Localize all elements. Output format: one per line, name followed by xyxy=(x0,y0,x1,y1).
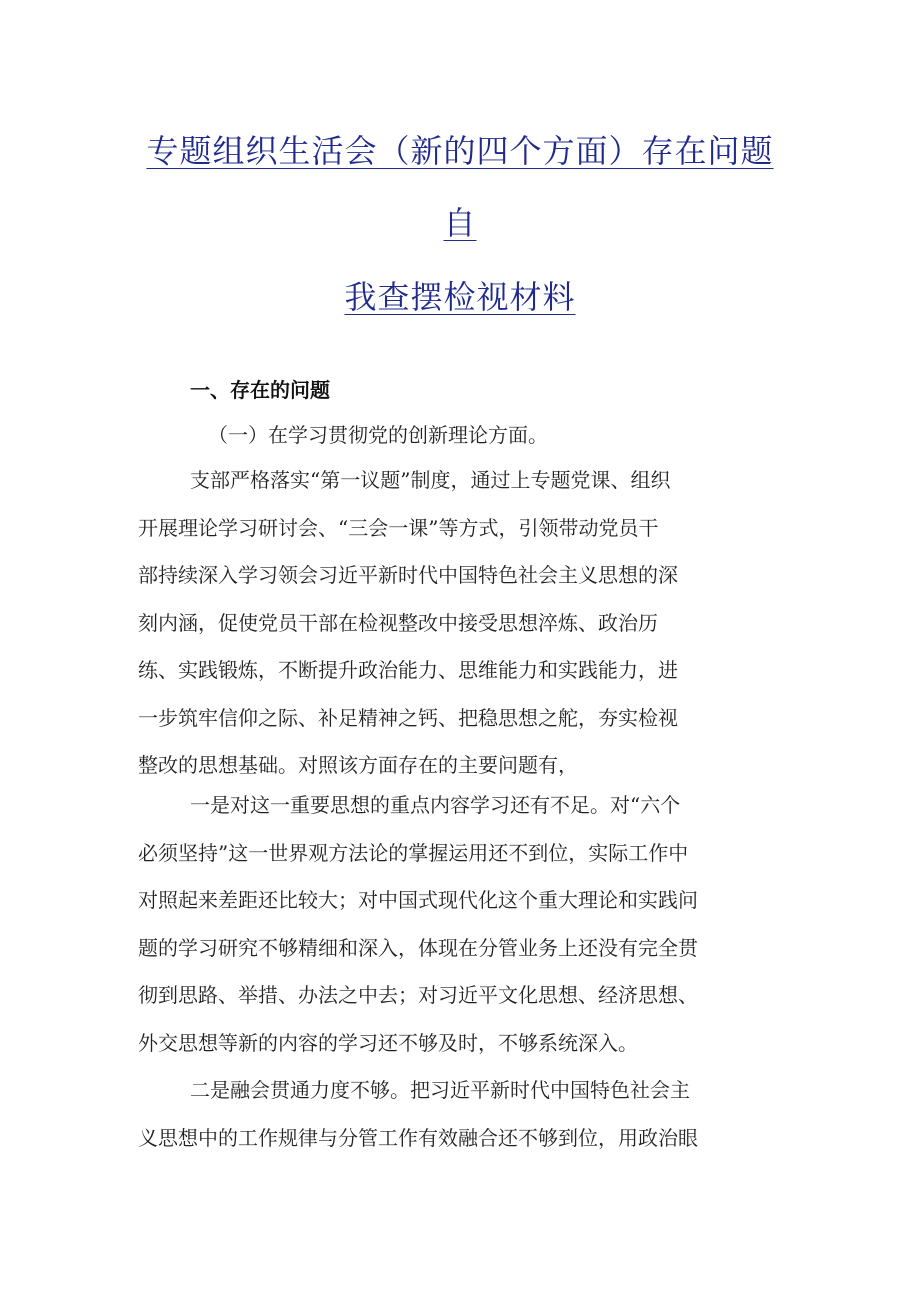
paragraph-line: 开展理论学习研讨会、“三会一课”等方式，引领带动党员干 xyxy=(138,515,659,540)
document-title-line-3: 我查摆检视材料 xyxy=(344,278,576,316)
document-title-line-2: 自 xyxy=(443,204,477,242)
paragraph-line: 一步筑牢信仰之际、补足精神之钙、把稳思想之舵，夯实检视 xyxy=(138,705,678,730)
paragraph-line: 支部严格落实“第一议题”制度，通过上专题党课、组织 xyxy=(190,468,671,492)
paragraph-line: 一是对这一重要思想的重点内容学习还有不足。对“六个 xyxy=(190,793,681,817)
paragraph-line: 刻内涵，促使党员干部在检视整改中接受思想淬炼、政治历 xyxy=(138,610,658,635)
paragraph-2 xyxy=(138,790,798,1075)
paragraph-line: 整改的思想基础。对照该方面存在的主要问题有， xyxy=(138,753,578,777)
paragraph-line: 义思想中的工作规律与分管工作有效融合还不够到位，用政治眼 xyxy=(138,1125,698,1150)
document-title-line-1: 专题组织生活会（新的四个方面）存在问题 xyxy=(146,132,774,170)
section-heading: 一、存在的问题 xyxy=(190,378,330,402)
paragraph-line: 部持续深入学习领会习近平新时代中国特色社会主义思想的深 xyxy=(138,563,678,587)
paragraph-line: 彻到思路、举措、办法之中去；对习近平文化思想、经济思想、 xyxy=(138,983,698,1007)
paragraph-line: 二是融会贯通力度不够。把习近平新时代中国特色社会主 xyxy=(190,1078,690,1102)
paragraph-1 xyxy=(138,465,798,798)
paragraph-line: 练、实践锻炼，不断提升政治能力、思维能力和实践能力，进 xyxy=(138,658,678,682)
paragraph-line: 外交思想等新的内容的学习还不够及时，不够系统深入。 xyxy=(138,1030,638,1055)
paragraph-3 xyxy=(138,1075,798,1170)
paragraph-line: 必须坚持”这一世界观方法论的掌握运用还不到位，实际工作中 xyxy=(138,840,689,865)
subheading: （一）在学习贯彻党的创新理论方面。 xyxy=(208,423,548,447)
paragraph-line: 对照起来差距还比较大；对中国式现代化这个重大理论和实践问 xyxy=(138,888,698,912)
paragraph-line: 题的学习研究不够精细和深入，体现在分管业务上还没有完全贯 xyxy=(138,935,698,960)
